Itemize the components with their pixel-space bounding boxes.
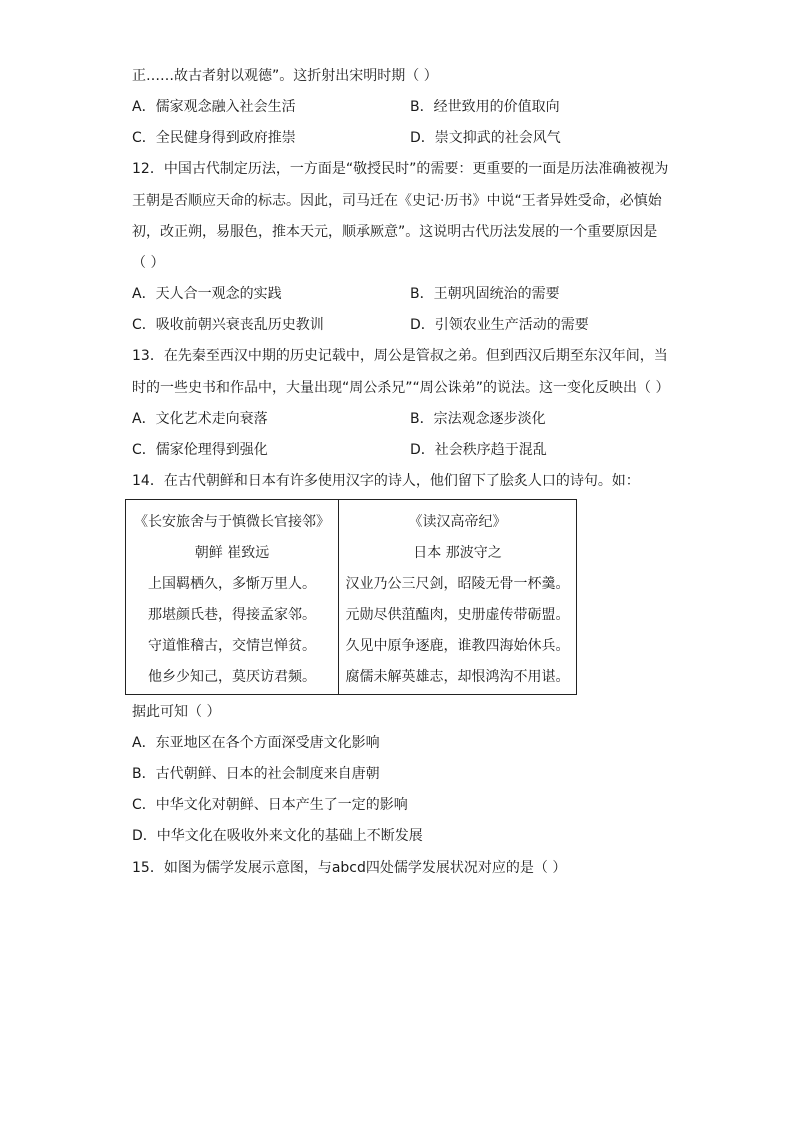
poem-right-line: 腐儒未解英雄志，却恨鸿沟不用谌。 [345, 669, 570, 685]
q11-stem-tail: 正……故古者射以观德”。这折射出宋明时期（ ） [132, 68, 438, 84]
q11-option-d: D．崇文抑武的社会风气 [410, 130, 561, 146]
q12-option-d: D．引领农业生产活动的需要 [410, 317, 589, 333]
q14-option-b: B．古代朝鲜、日本的社会制度来自唐朝 [132, 766, 380, 782]
q12-stem-line-1: 12．中国古代制定历法，一方面是“敬授民时”的需要：更重要的一面是历法准确被视为 [132, 161, 669, 177]
poem-left-line: 他乡少知己，莫厌访君频。 [148, 669, 316, 685]
q11-option-c: C．全民健身得到政府推崇 [132, 130, 296, 146]
poem-left-author: 朝鲜 崔致远 [194, 545, 270, 561]
poem-right-line: 元勋尽供菹醢肉，史册虚传带砺盟。 [345, 607, 570, 623]
q12-stem-line-4: （ ） [132, 255, 165, 271]
q13-stem-line-1: 13．在先秦至西汉中期的历史记载中，周公是管叔之弟。但到西汉后期至东汉年间，当 [132, 348, 668, 364]
poem-left-line: 守道惟稽古，交情岂惮贫。 [148, 638, 316, 654]
q14-option-c: C．中华文化对朝鲜、日本产生了一定的影响 [132, 797, 408, 813]
poem-right-author: 日本 那波守之 [413, 545, 502, 561]
q14-option-a: A．东亚地区在各个方面深受唐文化影响 [132, 735, 380, 751]
q11-option-a: A．儒家观念融入社会生活 [132, 99, 296, 115]
q14-ask: 据此可知（ ） [132, 704, 221, 720]
q12-option-a: A．天人合一观念的实践 [132, 286, 282, 302]
q13-option-c: C．儒家伦理得到强化 [132, 442, 268, 458]
q13-option-a: A．文化艺术走向衰落 [132, 411, 268, 427]
q13-stem-line-2: 时的一些史书和作品中，大量出现“周公杀兄”“周公诛弟”的说法。这一变化反映出（ ） [132, 380, 670, 396]
q11-option-b: B．经世致用的价值取向 [410, 99, 560, 115]
q12-option-b: B．王朝巩固统治的需要 [410, 286, 560, 302]
q14-stem: 14．在古代朝鲜和日本有许多使用汉字的诗人，他们留下了脍炙人口的诗句。如： [132, 473, 640, 489]
q12-option-c: C．吸收前朝兴衰丧乱历史教训 [132, 317, 324, 333]
poem-table [125, 499, 577, 695]
poem-right-cell [339, 500, 577, 695]
q14-option-d: D．中华文化在吸收外来文化的基础上不断发展 [132, 828, 423, 844]
poem-right-line: 久见中原争逐鹿，谁教四海始休兵。 [345, 638, 570, 654]
poem-right-line: 汉业乃公三尺剑，昭陵无骨一杯羹。 [345, 576, 570, 592]
poem-left-line: 上国羁栖久，多惭万里人。 [148, 576, 316, 592]
poem-right-title: 《读汉高帝纪》 [408, 514, 507, 530]
poem-left-cell [126, 500, 339, 695]
q13-option-d: D．社会秩序趋于混乱 [410, 442, 547, 458]
q13-option-b: B．宗法观念逐步淡化 [410, 411, 546, 427]
q15-stem: 15．如图为儒学发展示意图，与abcd四处儒学发展状况对应的是（ ） [132, 860, 567, 876]
q12-stem-line-3: 初，改正朔，易服色，推本天元，顺承厥意”。这说明古代历法发展的一个重要原因是 [132, 224, 658, 240]
q12-stem-line-2: 王朝是否顺应天命的标志。因此，司马迁在《史记·历书》中说“王者异姓受命，必慎始 [132, 193, 662, 209]
poem-left-title: 《长安旅舍与于慎微长官接邻》 [134, 514, 330, 530]
poem-left-line: 那堪颜氏巷，得接孟家邻。 [148, 607, 316, 623]
